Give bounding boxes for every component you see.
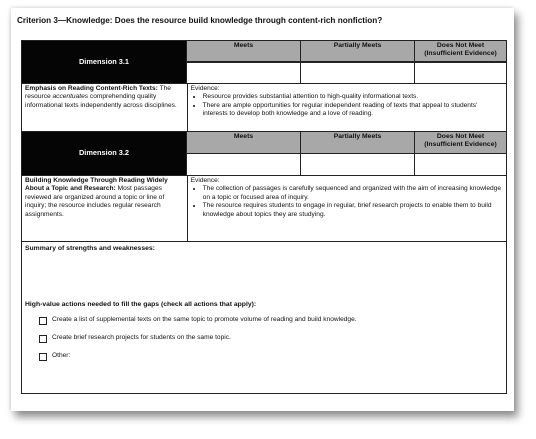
dimension-header-row (21, 40, 507, 84)
summary-cell (22, 242, 507, 394)
partially-meets-rating-cell[interactable] (301, 154, 415, 176)
evidence-item: • The resource requires students to engage in regular, brief research projects to enable them to build knowledge about topics they are studying. (203, 202, 503, 219)
rubric-table (21, 40, 507, 394)
meets-column (187, 132, 301, 176)
partially-meets-column (301, 132, 415, 176)
does-not-meet-rating-cell[interactable] (415, 62, 507, 84)
action-option[interactable] (25, 316, 503, 325)
action-option[interactable] (25, 334, 503, 343)
evidence-item: • The collection of passages is carefully sequenced and organized with the aim of increasing knowledge on a topic or focused area of inquiry. (203, 185, 503, 202)
partially-meets-column (301, 40, 415, 84)
evidence-cell (188, 176, 507, 242)
partially-meets-rating-cell[interactable] (301, 62, 415, 84)
criterion-title: Building Knowledge Through Reading Widely About a Topic and Research: (25, 177, 168, 193)
summary-label: Summary of strengths and weaknesses: (25, 245, 155, 252)
meets-rating-cell[interactable] (187, 62, 301, 84)
evidence-label: Evidence: (190, 177, 220, 184)
action-option[interactable] (25, 352, 503, 361)
criterion-description (22, 176, 188, 242)
evidence-list (191, 185, 503, 219)
evidence-cell (188, 84, 507, 132)
dimension-label: Dimension 3.2 (22, 132, 187, 176)
criterion-emphasis: accentuates (52, 93, 89, 101)
dimension-label: Dimension 3.1 (22, 40, 187, 84)
does-not-meet-column (415, 132, 507, 176)
dimension-header-row (21, 132, 507, 176)
criterion-text-continued: comprehending quality informational texts independently across disciplines. (25, 93, 177, 109)
does-not-meet-header (415, 132, 507, 154)
criterion-description (22, 84, 188, 132)
action-text: Other: (52, 351, 71, 359)
partially-meets-header: Partially Meets (301, 132, 415, 154)
meets-header: Meets (187, 40, 301, 62)
does-not-meet-note: (Insufficient Evidence) (424, 140, 497, 148)
checkbox[interactable] (39, 335, 47, 343)
does-not-meet-note: (Insufficient Evidence) (424, 49, 497, 57)
checkbox[interactable] (39, 317, 47, 325)
criterion-text: The resource (25, 85, 171, 101)
does-not-meet-header (415, 40, 507, 62)
does-not-meet-label: Does Not Meet (436, 42, 485, 49)
does-not-meet-label: Does Not Meet (436, 133, 485, 140)
does-not-meet-column (415, 40, 507, 84)
evidence-label: Evidence: (190, 85, 220, 92)
evidence-item: • There are ample opportunities for regular independent reading of texts that appeal to students' interests to develop both knowledge and a love of reading. (203, 102, 503, 119)
action-text: Create brief research projects for students on the same topic. (52, 333, 231, 341)
meets-column (187, 40, 301, 84)
dimension-body-row (21, 84, 507, 132)
evidence-item: • Resource provides substantial attention to high-quality informational texts. (203, 93, 503, 101)
meets-header: Meets (187, 132, 301, 154)
actions-label: High-value actions needed to fill the gaps (check all actions that apply): (25, 301, 257, 309)
checkbox[interactable] (39, 353, 47, 361)
criterion-heading: Criterion 3—Knowledge: Does the resource build knowledge through content-rich nonfiction? (17, 16, 383, 25)
meets-rating-cell[interactable] (187, 154, 301, 176)
summary-row (21, 242, 507, 394)
document-page (11, 8, 514, 411)
criterion-text: Most passages reviewed are organized around a topic or line of inquiry; the resource includes regular research assignments. (25, 185, 165, 218)
does-not-meet-rating-cell[interactable] (415, 154, 507, 176)
partially-meets-header: Partially Meets (301, 40, 415, 62)
criterion-title: Emphasis on Reading Content-Rich Texts: (25, 85, 158, 92)
dimension-body-row (21, 176, 507, 242)
evidence-list (191, 93, 503, 118)
summary-input-area[interactable] (25, 253, 503, 301)
action-text: Create a list of supplemental texts on the same topic to promote volume of reading and build knowledge. (52, 315, 357, 323)
